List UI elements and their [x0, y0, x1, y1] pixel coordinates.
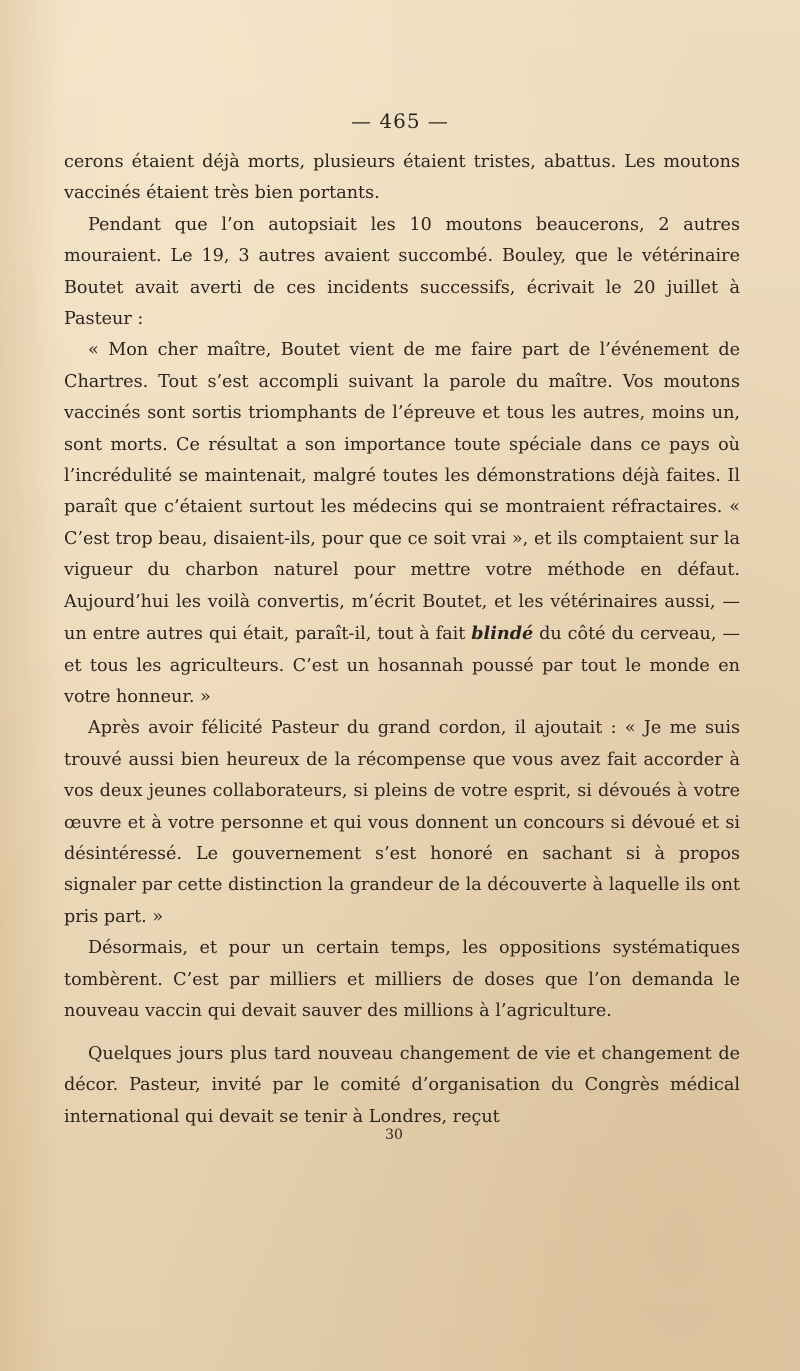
section-2-text: [64, 1039, 740, 1133]
paragraph-3-quote: [64, 335, 740, 713]
quote-text-before: « Mon cher maître, Boutet vient de me faire part de l’événement de Chartres. Tout s’est accompli suivant la parole du maître. Vos moutons vaccinés sont sortis triomphants de l’épreuve et tous les autres, moins un, sont morts. Ce résultat a son importance toute spéciale dans ce pays où l’incrédulité se maintenait, malgré toutes les démonstrations déjà faites. Il paraît que c’étaient surtout les médecins qui se montraient réfractaires. « C’est trop beau, disaient-ils, pour que ce soit vrai », et ils comptaient sur la vigueur du charbon naturel pour mettre votre méthode en défaut. Aujourd’hui les voilà convertis, m’écrit Boutet, et les vétérinaires aussi, — un entre autres qui était, paraît-il, tout à fait: [64, 340, 740, 645]
page-number: — 465 —: [351, 109, 449, 133]
paragraph-2: Pendant que l’on autopsiait les 10 moutons beaucerons, 2 autres mouraient. Le 19, 3 autres avaient succombé. Bouley, que le vétérinaire Boutet avait averti de ces incidents successifs, écrivait le 20 juillet à Pasteur :: [64, 214, 740, 330]
paragraph-6: Quelques jours plus tard nouveau changement de vie et changement de décor. Pasteur, invité par le comité d’organisation du Congrès médical international qui devait se tenir à Londres, reçut: [64, 1044, 740, 1127]
signature-mark: 30: [385, 1127, 403, 1143]
page-edge-shading: [0, 0, 60, 1371]
quote-text-after: du côté du cerveau, — et tous les agriculteurs. C’est un hosannah poussé par tout le monde en votre honneur. »: [64, 624, 740, 707]
paragraph-1: cerons étaient déjà morts, plusieurs étaient tristes, abattus. Les moutons vaccinés étaient très bien portants.: [64, 152, 740, 204]
paragraph-4: Après avoir félicité Pasteur du grand cordon, il ajoutait : « Je me suis trouvé aussi bien heureux de la récompense que vous avez fait accorder à vos deux jeunes collaborateurs, si pleins de votre esprit, si dévoués à votre œuvre et à votre personne et qui vous donnent un concours si dévoué et si désintéressé. Le gouvernement s’est honoré en sachant si à propos signaler par cette distinction la grandeur de la découverte à laquelle ils ont pris part. »: [64, 718, 740, 927]
main-text: [64, 147, 740, 1027]
paragraph-5: Désormais, et pour un certain temps, les oppositions systématiques tombèrent. C’est par milliers et milliers de doses que l’on demanda le nouveau vaccin qui devait sauver des millions à l’agriculture.: [64, 938, 740, 1021]
emphasized-word: blindé: [471, 623, 534, 645]
